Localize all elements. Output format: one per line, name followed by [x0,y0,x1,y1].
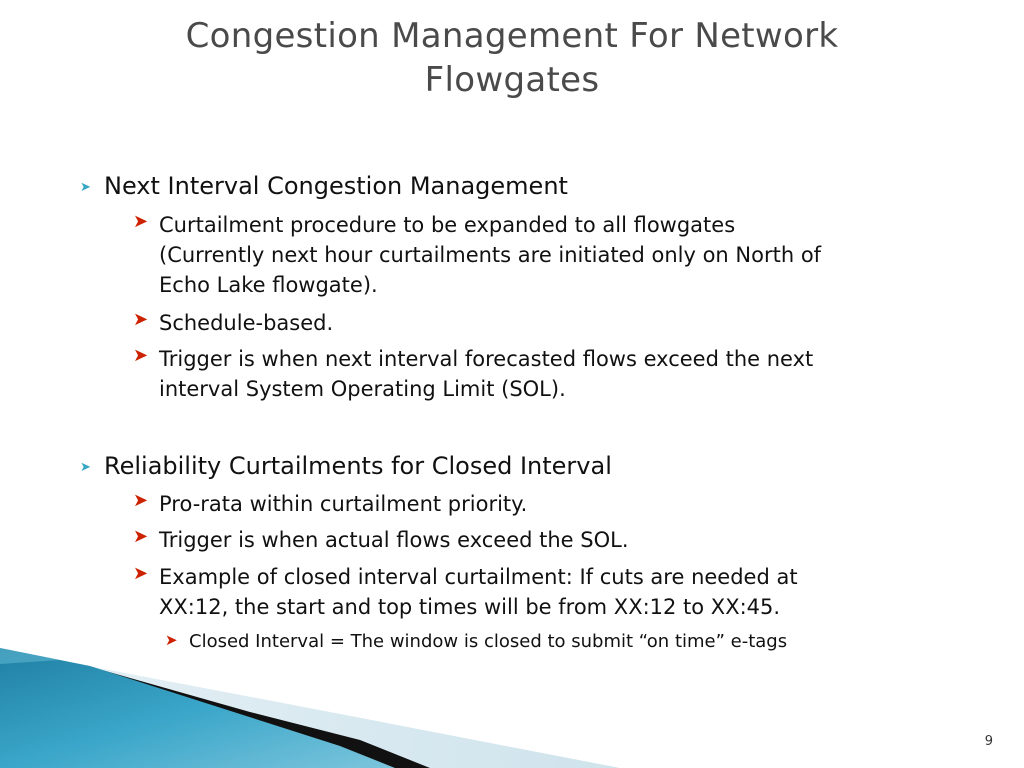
page-number: 9 [984,734,993,749]
list-item-line: Example of closed interval curtailment: If cuts are needed at [159,565,798,589]
arrow-bullet-icon: ➤ [133,563,149,584]
list-item-line: Trigger is when actual flows exceed the SOL. [159,528,629,552]
bullet-heading-1: Next Interval Congestion Management [104,172,568,200]
arrow-bullet-icon: ➤ [80,460,91,475]
list-item-line: (Currently next hour curtailments are initiated only on North of [159,243,822,267]
sub-list-item: Closed Interval = The window is closed to submit “on time” e-tags [189,631,788,652]
arrow-bullet-icon: ➤ [80,180,91,195]
arrow-bullet-icon: ➤ [133,309,149,330]
list-item-line: interval System Operating Limit (SOL). [159,377,566,401]
list-item-line: Curtailment procedure to be expanded to all flowgates [159,213,736,237]
title-line-1: Congestion Management For Network [185,16,839,56]
arrow-bullet-icon: ➤ [133,345,149,366]
arrow-bullet-icon: ➤ [133,490,149,511]
list-item-line: Schedule-based. [159,311,334,335]
list-item-line: Echo Lake flowgate). [159,273,378,297]
arrow-bullet-icon: ➤ [133,526,149,547]
list-item-line: XX:12, the start and top times will be from XX:12 to XX:45. [159,595,781,619]
list-item-line: Trigger is when next interval forecasted flows exceed the next [159,347,814,371]
title-line-2: Flowgates [424,60,600,100]
bullet-heading-2: Reliability Curtailments for Closed Interval [104,452,612,480]
wave-teal-band [0,648,395,768]
arrow-bullet-icon: ➤ [133,211,149,232]
list-item-line: Pro-rata within curtailment priority. [159,492,528,516]
arrow-bullet-icon: ➤ [165,631,178,649]
